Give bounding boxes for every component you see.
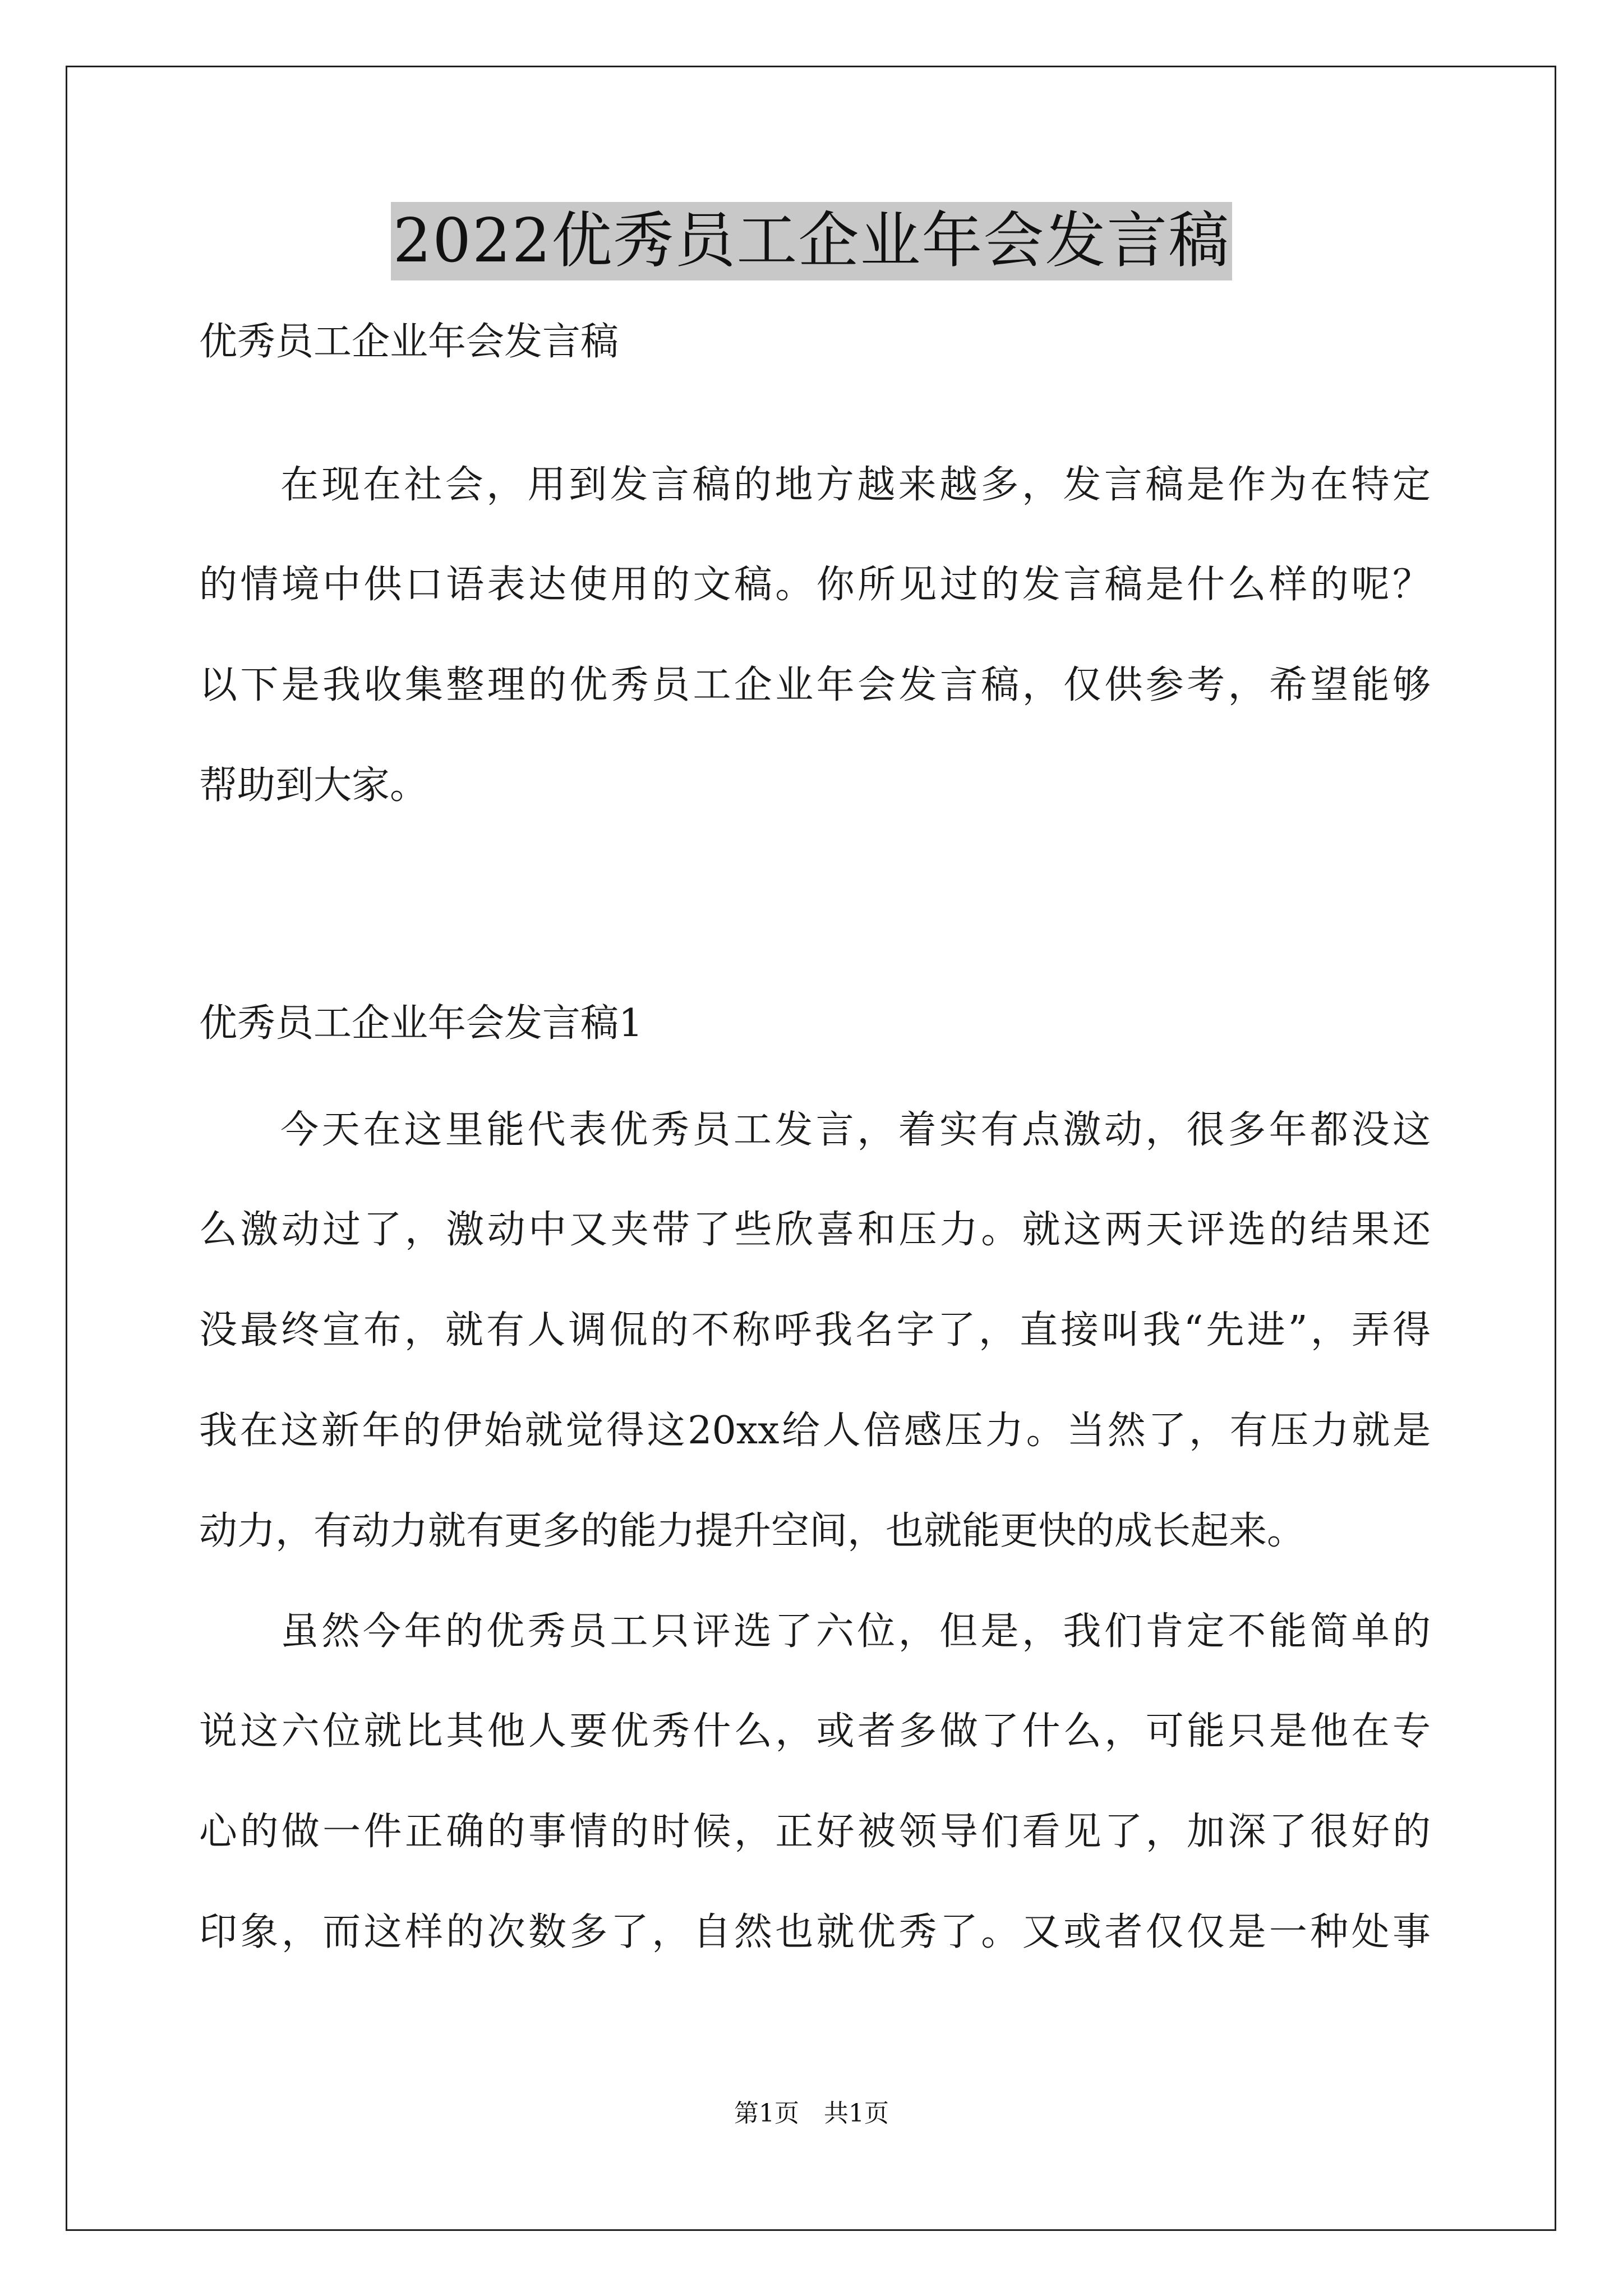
paragraph-line: 说这六位就比其他人要优秀什么，或者多做了什么，可能只是他在专 — [199, 1709, 1431, 1754]
paragraph-line: 帮助到大家。 — [199, 763, 428, 808]
paragraph-line: 以下是我收集整理的优秀员工企业年会发言稿，仅供参考，希望能够 — [199, 663, 1431, 707]
paragraph-line: 印象，而这样的次数多了，自然也就优秀了。又或者仅仅是一种处事 — [199, 1910, 1431, 1954]
paragraph-line: 心的做一件正确的事情的时候，正好被领导们看见了，加深了很好的 — [199, 1810, 1431, 1854]
paragraph-line: 在现在社会，用到发言稿的地方越来越多，发言稿是作为在特定 — [280, 463, 1431, 507]
page-number-footer: 第1页 共1页 — [734, 2099, 889, 2128]
paragraph-line: 么激动过了，激动中又夹带了些欣喜和压力。就这两天评选的结果还 — [199, 1208, 1431, 1252]
subtitle-line: 优秀员工企业年会发言稿 — [199, 320, 619, 364]
document-title: 2022优秀员工企业年会发言稿 — [391, 202, 1233, 280]
section-heading: 优秀员工企业年会发言稿1 — [199, 1001, 643, 1046]
title-container — [0, 202, 1623, 280]
paragraph-line: 的情境中供口语表达使用的文稿。你所见过的发言稿是什么样的呢？ — [199, 563, 1431, 607]
paragraph-line: 虽然今年的优秀员工只评选了六位，但是，我们肯定不能简单的 — [280, 1609, 1431, 1654]
paragraph-line: 动力，有动力就有更多的能力提升空间，也就能更快的成长起来。 — [199, 1509, 1306, 1553]
paragraph-line: 今天在这里能代表优秀员工发言，着实有点激动，很多年都没这 — [280, 1108, 1431, 1152]
paragraph-line: 我在这新年的伊始就觉得这20xx给人倍感压力。当然了，有压力就是 — [199, 1409, 1431, 1453]
paragraph-line: 没最终宣布，就有人调侃的不称呼我名字了，直接叫我“先进”，弄得 — [199, 1308, 1431, 1352]
